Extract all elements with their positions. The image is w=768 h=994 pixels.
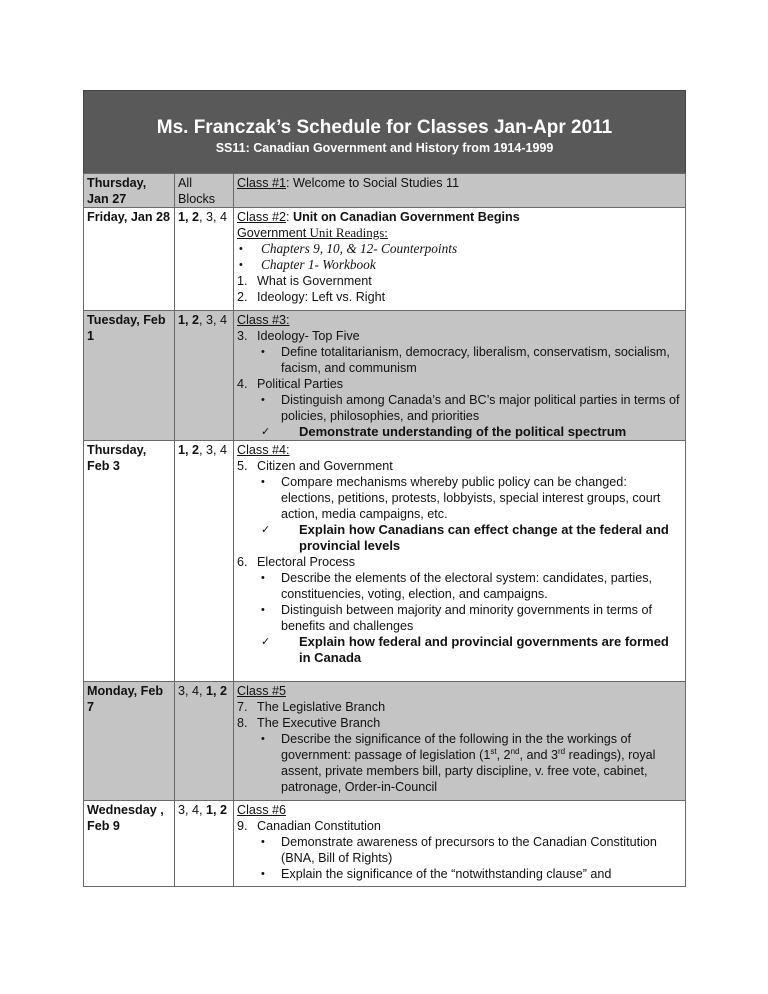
objective-text-part: , 2 [496, 748, 511, 762]
block-bold: 2 [192, 313, 200, 327]
block-rest: , 3, 4 [199, 210, 228, 224]
reading-text: Chapters 9, 10, & 12- Counterpoints [261, 241, 458, 256]
content-cell [234, 174, 686, 208]
objective-text: Demonstrate awareness of precursors to the Canadian Constitution (BNA, Bill of Rights) [281, 835, 657, 865]
date-text: Monday, Feb 7 [87, 684, 164, 714]
block-bold: 2 [192, 443, 200, 457]
class-label: Class #5 [237, 684, 286, 698]
schedule-header [83, 90, 686, 173]
page-subtitle: SS11: Canadian Government and History from 1914-1999 [215, 141, 554, 155]
blocks-cell [175, 801, 234, 887]
schedule-table [83, 173, 686, 887]
objective-item [237, 392, 682, 424]
bullet-icon: • [261, 836, 265, 848]
bullet-icon: • [261, 604, 265, 616]
table-row [84, 801, 686, 887]
topic-text: Ideology: Left vs. Right [257, 290, 386, 304]
content-cell [234, 801, 686, 887]
content-cell [234, 311, 686, 441]
block-bold: 1, [206, 803, 217, 817]
topic-number: 7. [237, 700, 248, 714]
blocks-cell [175, 174, 234, 208]
blocks-cell [175, 208, 234, 311]
reading-item [237, 241, 682, 257]
bullet-icon: • [261, 733, 265, 745]
topic-item [237, 289, 682, 305]
objective-text: Distinguish among Canada’s and BC’s major political parties in terms of policies, philosophies, and priorities [281, 393, 680, 423]
class-label: Class #2 [237, 210, 286, 224]
topic-item [237, 818, 682, 834]
bullet-icon: • [261, 572, 265, 584]
topic-item [237, 376, 682, 392]
date-cell [84, 311, 175, 441]
class-title: : Welcome to Social Studies 11 [286, 176, 460, 190]
topic-item [237, 554, 682, 570]
date-cell [84, 208, 175, 311]
date-cell [84, 441, 175, 682]
date-text: Friday, Jan 28 [87, 210, 171, 224]
bullet-icon: • [261, 346, 265, 358]
topic-text: Political Parties [257, 377, 344, 391]
objective-item [237, 344, 682, 376]
block-rest: , 3, 4 [199, 443, 228, 457]
class-sep: : [286, 210, 293, 224]
readings-label: Unit Readings: [306, 225, 388, 240]
outcome-text: Explain how federal and provincial governments are formed in Canada [299, 634, 669, 665]
objective-item [237, 602, 682, 634]
block-bold: 2 [220, 803, 228, 817]
checkmark-icon: ✓ [261, 636, 271, 648]
reading-text: Chapter 1- Workbook [261, 257, 376, 272]
date-text: Tuesday, Feb 1 [87, 313, 166, 343]
topic-number: 9. [237, 819, 248, 833]
topic-number: 2. [237, 290, 248, 304]
date-cell [84, 682, 175, 801]
topic-item [237, 715, 682, 731]
block-rest: 3, 4, [178, 684, 207, 698]
objective-item [237, 570, 682, 602]
topic-number: 8. [237, 716, 248, 730]
objective-text: Compare mechanisms whereby public policy can be changed: elections, petitions, protests, lobbyists, special interest groups, court action, media campaigns, etc. [281, 475, 661, 521]
topic-number: 6. [237, 555, 248, 569]
bullet-icon: • [261, 394, 265, 406]
content-cell [234, 208, 686, 311]
table-row [84, 441, 686, 682]
date-text: Thursday, Jan 27 [87, 176, 147, 206]
outcome-item [237, 522, 682, 554]
date-text: Thursday, Feb 3 [87, 443, 147, 473]
class-title: Unit on Canadian Government Begins [293, 210, 520, 224]
checkmark-icon: ✓ [261, 524, 271, 536]
topic-item [237, 328, 682, 344]
block-bold: 1, [178, 210, 189, 224]
bullet-icon: • [261, 868, 265, 880]
schedule-document [83, 90, 686, 887]
objective-text: Distinguish between majority and minority governments in terms of benefits and challenges [281, 603, 652, 633]
topic-text: The Executive Branch [257, 716, 381, 730]
topic-number: 4. [237, 377, 248, 391]
block-bold: 1, [178, 313, 189, 327]
checkmark-icon: ✓ [261, 426, 271, 438]
block-rest: 3, 4, [178, 803, 207, 817]
class-label: Class #4: [237, 443, 290, 457]
topic-item [237, 458, 682, 474]
content-cell [234, 682, 686, 801]
topic-text: Electoral Process [257, 555, 355, 569]
reading-item [237, 257, 682, 273]
objective-text-part: Describe the significance of the following in the the workings of government: passage of legislation (1 [281, 732, 632, 762]
objective-item [237, 834, 682, 866]
table-row [84, 682, 686, 801]
table-row [84, 174, 686, 208]
objective-item [237, 866, 682, 882]
class-label: Class #3: [237, 313, 290, 327]
date-cell [84, 174, 175, 208]
topic-text: Ideology- Top Five [257, 329, 360, 343]
blocks-cell [175, 311, 234, 441]
class-label: Class #6 [237, 803, 286, 817]
topic-item [237, 273, 682, 289]
block-bold: 1, [206, 684, 217, 698]
class-label: Class #1 [237, 176, 286, 190]
blocks-cell [175, 682, 234, 801]
ordinal-suffix: rd [558, 746, 566, 756]
topic-item [237, 699, 682, 715]
topic-text: Canadian Constitution [257, 819, 381, 833]
bullet-icon: • [239, 243, 243, 255]
blocks-cell [175, 441, 234, 682]
topic-text: Citizen and Government [257, 459, 393, 473]
block-bold: 2 [192, 210, 200, 224]
topic-text: What is Government [257, 274, 372, 288]
ordinal-suffix: nd [510, 746, 520, 756]
objective-item [237, 731, 682, 795]
block-bold: 1, [178, 443, 189, 457]
outcome-text: Explain how Canadians can effect change at the federal and provincial levels [299, 522, 669, 553]
objective-text: Define totalitarianism, democracy, liberalism, conservatism, socialism, facism, and communism [281, 345, 670, 375]
topic-number: 1. [237, 274, 248, 288]
objective-text: Describe the elements of the electoral system: candidates, parties, constituencies, voting, election, and campaigns. [281, 571, 652, 601]
readings-label: Government [237, 226, 307, 240]
date-text: Wednesday , Feb 9 [87, 803, 164, 833]
date-cell [84, 801, 175, 887]
objective-text: Explain the significance of the “notwithstanding clause” and [281, 867, 612, 881]
bullet-icon: • [261, 476, 265, 488]
outcome-item [237, 424, 682, 440]
topic-text: The Legislative Branch [257, 700, 386, 714]
blocks-text: All Blocks [178, 176, 216, 206]
outcome-text: Demonstrate understanding of the political spectrum [299, 424, 627, 439]
content-cell [234, 441, 686, 682]
block-bold: 2 [220, 684, 228, 698]
topic-number: 3. [237, 329, 248, 343]
objective-text-part: , and 3 [519, 748, 558, 762]
ordinal-suffix: st [490, 746, 497, 756]
objective-item [237, 474, 682, 522]
bullet-icon: • [239, 259, 243, 271]
outcome-item [237, 634, 682, 666]
block-rest: , 3, 4 [199, 313, 228, 327]
table-row [84, 208, 686, 311]
topic-number: 5. [237, 459, 248, 473]
table-row [84, 311, 686, 441]
objective-text [281, 731, 682, 795]
objective-text-part: readings), royal assent, private members bill, party discipline, v. free vote, cabinet, patronage, Order-in-Council [281, 748, 656, 794]
page-title: Ms. Franczak’s Schedule for Classes Jan-Apr 2011 [156, 117, 613, 138]
